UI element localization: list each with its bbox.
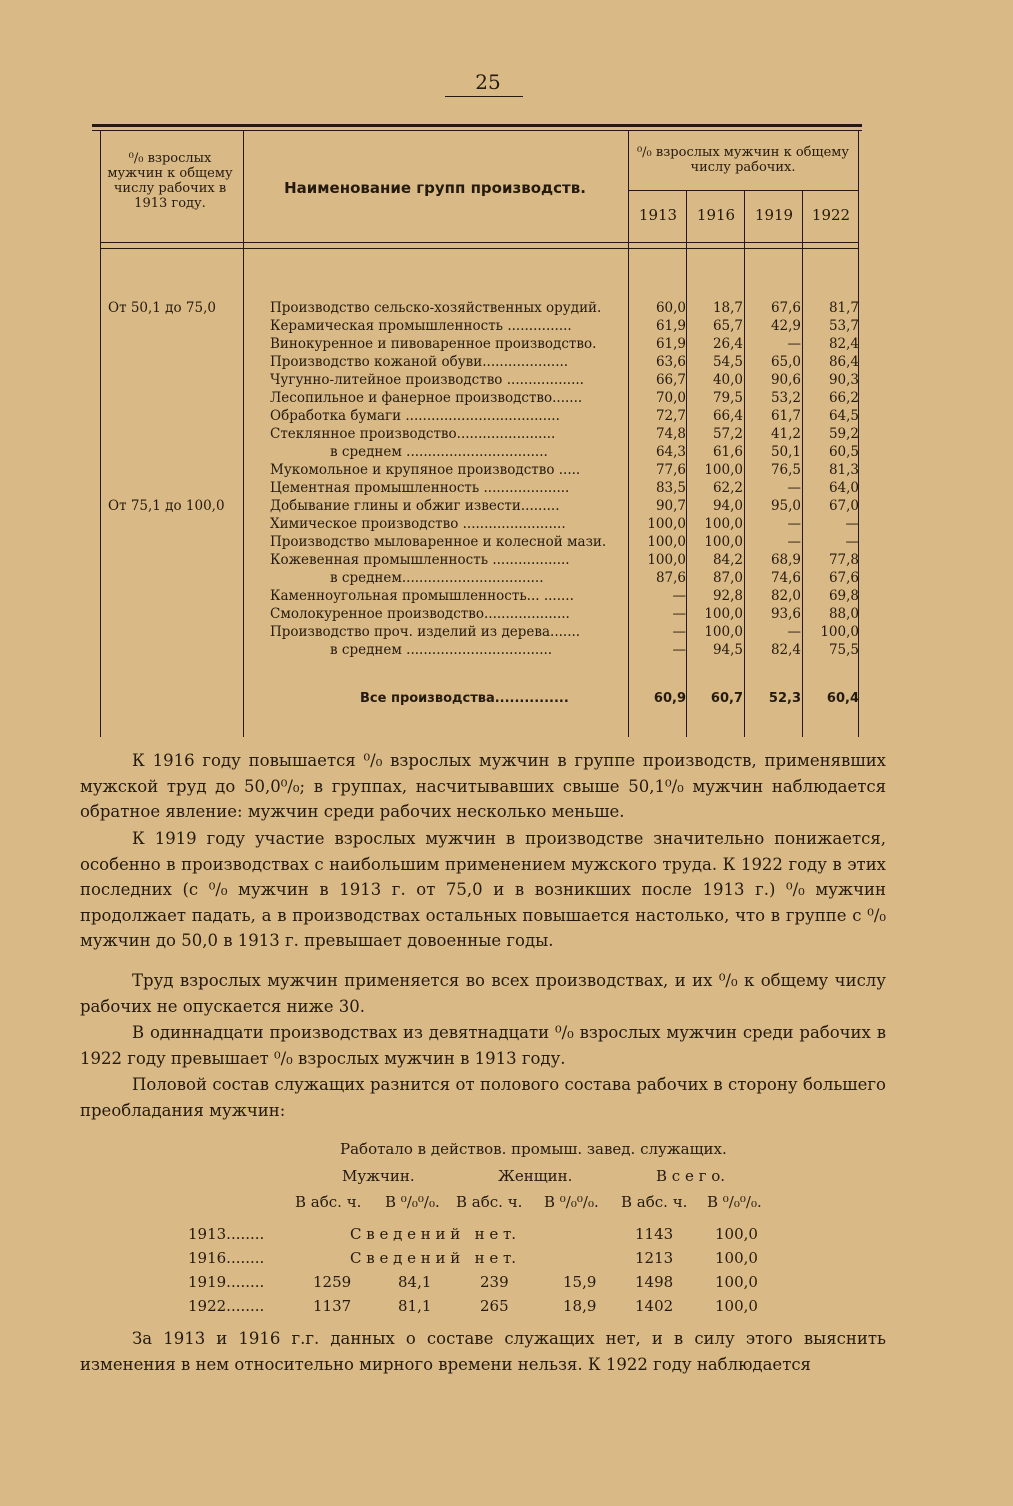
employees-subheader: В абс. ч.	[621, 1193, 688, 1211]
employees-row	[0, 1246, 1013, 1270]
table-row	[0, 425, 1013, 443]
employees-year: 1919........	[188, 1273, 265, 1291]
employees-cell: 1213	[635, 1249, 674, 1267]
row-value: 81,7	[828, 300, 859, 316]
row-value: 66,7	[655, 372, 686, 388]
row-value: 60,0	[655, 300, 686, 316]
row-value: 87,0	[712, 570, 743, 586]
employees-cell: 100,0	[715, 1273, 758, 1291]
header-year: 1913	[638, 206, 678, 224]
employees-cell: 1259	[313, 1273, 352, 1291]
row-value: 100,0	[647, 534, 686, 550]
row-value: 93,6	[770, 606, 801, 622]
employees-cell: 100,0	[715, 1225, 758, 1243]
row-value: 100,0	[704, 516, 743, 532]
row-value: 61,9	[655, 336, 686, 352]
table-row	[0, 335, 1013, 353]
employees-year: 1916........	[188, 1249, 265, 1267]
employees-cell: 81,1	[398, 1297, 432, 1315]
row-value: 100,0	[704, 462, 743, 478]
row-value: 66,4	[712, 408, 743, 424]
header-group-col: ⁰/₀ взрослых мужчин к общему числу рабочих в 1913 году.	[107, 151, 233, 211]
closing-paragraph: За 1913 и 1916 г.г. данных о составе служащих нет, и в силу этого выяснить изменения в нем относительно мирного времени нельзя. К 1922 году наблюдается	[80, 1329, 886, 1374]
employees-cell: 239	[480, 1273, 509, 1291]
row-value: 77,8	[828, 552, 859, 568]
row-value: 69,8	[828, 588, 859, 604]
header-year: 1919	[754, 206, 794, 224]
row-group: От 75,1 до 100,0	[108, 498, 225, 514]
employees-subheader: В абс. ч.	[456, 1193, 523, 1211]
row-name: Химическое производство ........................	[270, 516, 566, 532]
table-row	[0, 605, 1013, 623]
row-value: 86,4	[828, 354, 859, 370]
row-value: 54,5	[712, 354, 743, 370]
employees-subheader: В ⁰/₀⁰/₀.	[385, 1193, 440, 1211]
row-value: 100,0	[704, 606, 743, 622]
table-row	[0, 623, 1013, 641]
row-value: 87,6	[655, 570, 686, 586]
table-header-rule	[100, 248, 858, 249]
table-row	[0, 479, 1013, 497]
row-subtotal-label: в среднем ..................................	[330, 642, 553, 658]
table-top-rule-thin	[92, 130, 862, 131]
row-value: 64,0	[828, 480, 859, 496]
employees-year: 1922........	[188, 1297, 265, 1315]
row-name: Производство проч. изделий из дерева.......	[270, 624, 581, 640]
table-row	[0, 443, 1013, 461]
employees-cell: 100,0	[715, 1297, 758, 1315]
employees-cell: 100,0	[715, 1249, 758, 1267]
row-value: 95,0	[770, 498, 801, 514]
row-value: 72,7	[655, 408, 686, 424]
row-value: 53,7	[828, 318, 859, 334]
table-row	[0, 299, 1013, 317]
table-row	[0, 515, 1013, 533]
employees-cell: 15,9	[563, 1273, 597, 1291]
row-value: 74,8	[655, 426, 686, 442]
row-name: Керамическая промышленность ...............	[270, 318, 572, 334]
header-values-col: ⁰/₀ взрослых мужчин к общему числу рабочих.	[636, 145, 850, 175]
row-value: 61,7	[770, 408, 801, 424]
row-value: —	[845, 516, 859, 532]
row-value: 64,5	[828, 408, 859, 424]
table-total-row	[0, 690, 1013, 708]
row-value: 63,6	[655, 354, 686, 370]
table-row	[0, 317, 1013, 335]
row-name: Обработка бумаги ....................................	[270, 408, 560, 424]
table-header-rule	[628, 190, 858, 191]
row-value: 90,3	[828, 372, 859, 388]
header-name-col: Наименование групп производств.	[284, 179, 586, 197]
paragraph: К 1916 году повышается ⁰/₀ взрослых мужчин в группе производств, применявших мужской труд до 50,0⁰/₀; в группах, насчитывавших свыше 50,1⁰/₀ мужчин наблюдается обратное явление: мужчин среди рабочих несколько меньше.	[80, 751, 886, 821]
row-value: 68,9	[770, 552, 801, 568]
row-value: 18,7	[712, 300, 743, 316]
row-subtotal-label: в среднем .................................	[330, 444, 548, 460]
employees-group-header: В с е г о.	[656, 1167, 726, 1185]
employees-note: С в е д е н и й н е т.	[350, 1249, 517, 1267]
employees-row	[0, 1222, 1013, 1246]
row-value: 67,0	[828, 498, 859, 514]
row-value: 100,0	[647, 516, 686, 532]
table-header-rule	[100, 242, 858, 243]
table-row	[0, 389, 1013, 407]
row-name: Винокуренное и пивоваренное производство.	[270, 336, 597, 352]
row-value: 42,9	[770, 318, 801, 334]
row-value: 100,0	[647, 552, 686, 568]
row-value: 65,7	[712, 318, 743, 334]
row-name: Лесопильное и фанерное производство.......	[270, 390, 583, 406]
total-value: 60,7	[710, 691, 743, 706]
row-value: 65,0	[770, 354, 801, 370]
row-name: Цементная промышленность ....................	[270, 480, 570, 496]
row-value: —	[787, 516, 801, 532]
row-value: 53,2	[770, 390, 801, 406]
row-value: 94,0	[712, 498, 743, 514]
table-row	[0, 587, 1013, 605]
row-value: 76,5	[770, 462, 801, 478]
row-name: Производство сельско-хозяйственных орудий.	[270, 300, 602, 316]
row-name: Смолокуренное производство....................	[270, 606, 570, 622]
employees-row	[0, 1270, 1013, 1294]
row-value: —	[787, 624, 801, 640]
row-value: 81,3	[828, 462, 859, 478]
row-value: 67,6	[770, 300, 801, 316]
row-value: 74,6	[770, 570, 801, 586]
total-value: 52,3	[768, 691, 801, 706]
table-row	[0, 569, 1013, 587]
row-name: Каменноугольная промышленность... .......	[270, 588, 574, 604]
employees-group-header: Женщин.	[498, 1167, 573, 1185]
row-value: 50,1	[770, 444, 801, 460]
row-value: 64,3	[655, 444, 686, 460]
row-name: Производство мыловаренное и колесной мази.	[270, 534, 607, 550]
row-value: 57,2	[712, 426, 743, 442]
table-row	[0, 407, 1013, 425]
row-value: 26,4	[712, 336, 743, 352]
header-year: 1916	[696, 206, 736, 224]
row-name: Мукомольное и крупяное производство .....	[270, 462, 581, 478]
row-value: 75,5	[828, 642, 859, 658]
row-value: —	[845, 534, 859, 550]
row-value: 59,2	[828, 426, 859, 442]
row-name: Добывание глины и обжиг извести.........	[270, 498, 560, 514]
employees-year: 1913........	[188, 1225, 265, 1243]
total-value: 60,4	[826, 691, 859, 706]
row-name: Производство кожаной обуви....................	[270, 354, 569, 370]
row-value: 41,2	[770, 426, 801, 442]
table-row	[0, 353, 1013, 371]
employees-note: С в е д е н и й н е т.	[350, 1225, 517, 1243]
row-value: 100,0	[704, 624, 743, 640]
total-label: Все производства...............	[360, 691, 569, 706]
row-subtotal-label: в среднем.................................	[330, 570, 544, 586]
page-number-rule	[445, 96, 523, 97]
employees-title: Работало в действов. промыш. завед. служащих.	[340, 1140, 727, 1158]
paragraph: К 1919 году участие взрослых мужчин в производстве значительно понижается, особенно в производствах с наибольшим применением мужского труда. К 1922 году в этих последних (с ⁰/₀ мужчин в 1913 г. от 75,0 и в возникших после 1913 г.) ⁰/₀ мужчин продолжает падать, а в производствах остальных повышается настолько, что в группе с ⁰/₀ мужчин до 50,0 в 1913 г. превышает довоенные годы.	[80, 829, 886, 950]
paragraph: Половой состав служащих разнится от полового состава рабочих в сторону большего преобладания мужчин:	[80, 1075, 886, 1120]
row-value: 60,5	[828, 444, 859, 460]
table-row	[0, 641, 1013, 659]
row-value: 79,5	[712, 390, 743, 406]
row-value: 61,9	[655, 318, 686, 334]
row-group: От 50,1 до 75,0	[108, 300, 216, 316]
table-top-rule	[92, 124, 862, 127]
row-value: 90,7	[655, 498, 686, 514]
row-value: —	[672, 588, 686, 604]
paragraph: В одиннадцати производствах из девятнадцати ⁰/₀ взрослых мужчин среди рабочих в 1922 году превышает ⁰/₀ взрослых мужчин в 1913 году.	[80, 1023, 886, 1068]
header-year: 1922	[811, 206, 851, 224]
page-number: 25	[475, 70, 501, 94]
row-value: 61,6	[712, 444, 743, 460]
total-value: 60,9	[653, 691, 686, 706]
row-value: 94,5	[712, 642, 743, 658]
row-value: 40,0	[712, 372, 743, 388]
row-value: 82,4	[770, 642, 801, 658]
employees-cell: 1498	[635, 1273, 674, 1291]
employees-group-header: Мужчин.	[342, 1167, 415, 1185]
row-value: —	[672, 624, 686, 640]
paragraph: Труд взрослых мужчин применяется во всех производствах, и их ⁰/₀ к общему числу рабочих не опускается ниже 30.	[80, 971, 886, 1016]
row-value: —	[672, 642, 686, 658]
employees-cell: 84,1	[398, 1273, 432, 1291]
table-row	[0, 371, 1013, 389]
row-value: 66,2	[828, 390, 859, 406]
table-row	[0, 551, 1013, 569]
employees-subheader: В ⁰/₀⁰/₀.	[544, 1193, 599, 1211]
row-value: 90,6	[770, 372, 801, 388]
row-name: Стеклянное производство.......................	[270, 426, 556, 442]
table-row	[0, 461, 1013, 479]
employees-cell: 18,9	[563, 1297, 597, 1315]
employees-cell: 265	[480, 1297, 509, 1315]
row-value: 77,6	[655, 462, 686, 478]
row-value: 92,8	[712, 588, 743, 604]
row-value: 83,5	[655, 480, 686, 496]
row-name: Чугунно-литейное производство ..................	[270, 372, 584, 388]
row-value: —	[787, 534, 801, 550]
row-value: 67,6	[828, 570, 859, 586]
row-value: 100,0	[820, 624, 859, 640]
employees-subheader: В абс. ч.	[295, 1193, 362, 1211]
row-value: —	[787, 336, 801, 352]
row-name: Кожевенная промышленность ..................	[270, 552, 570, 568]
row-value: 88,0	[828, 606, 859, 622]
row-value: —	[672, 606, 686, 622]
table-row	[0, 533, 1013, 551]
row-value: 82,0	[770, 588, 801, 604]
row-value: —	[787, 480, 801, 496]
employees-cell: 1402	[635, 1297, 674, 1315]
row-value: 100,0	[704, 534, 743, 550]
employees-cell: 1137	[313, 1297, 352, 1315]
row-value: 70,0	[655, 390, 686, 406]
employees-row	[0, 1294, 1013, 1318]
employees-cell: 1143	[635, 1225, 674, 1243]
row-value: 84,2	[712, 552, 743, 568]
row-value: 82,4	[828, 336, 859, 352]
table-row	[0, 497, 1013, 515]
employees-subheader: В ⁰/₀⁰/₀.	[707, 1193, 762, 1211]
row-value: 62,2	[712, 480, 743, 496]
